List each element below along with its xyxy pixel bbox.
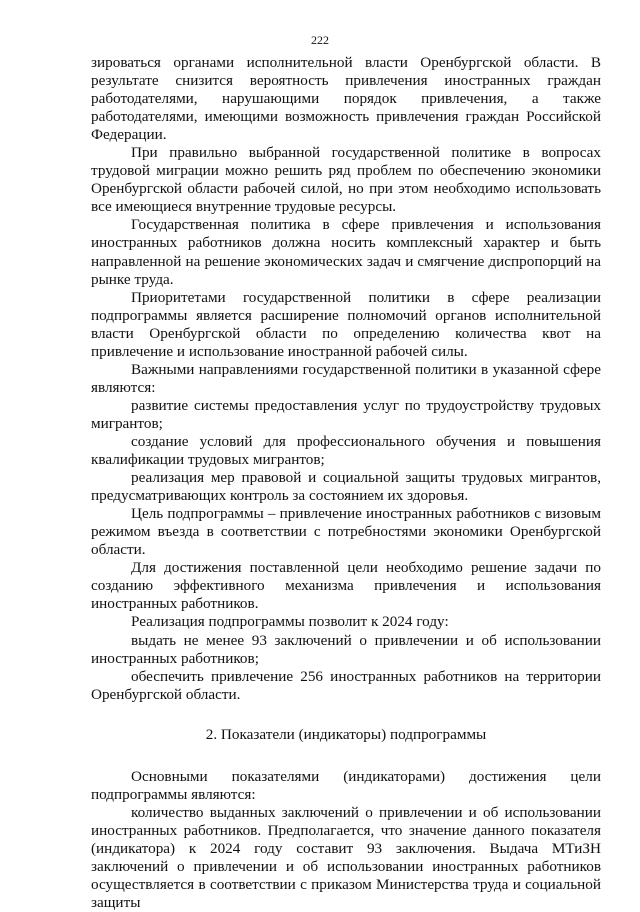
list-item: развитие системы предоставления услуг по трудоустройству трудовых мигрантов; <box>91 396 601 432</box>
list-item: обеспечить привлечение 256 иностранных работников на территории Оренбургской области. <box>91 667 601 703</box>
paragraph: При правильно выбранной государственной политике в вопросах трудовой миграции можно решить ряд проблем по обеспечению экономики Оренбургской области рабочей силой, но при этом необходимо использовать все имеющиеся внутренние трудовые ресурсы. <box>91 144 601 216</box>
list-item: создание условий для профессионального обучения и повышения квалификации трудовых мигрантов; <box>91 432 601 469</box>
paragraph: Для достижения поставленной цели необходимо решение задачи по созданию эффективного механизма привлечения и использования иностранных работников. <box>91 559 601 613</box>
section-heading: 2. Показатели (индикаторы) подпрограммы <box>205 725 487 743</box>
paragraph: Важными направлениями государственной политики в указанной сфере являются: <box>91 360 601 396</box>
list-item: реализация мер правовой и социальной защиты трудовых мигрантов, предусматривающих контроль за состоянием их здоровья. <box>91 469 601 505</box>
paragraph: количество выданных заключений о привлечении и об использовании иностранных работников. Предполагается, что значение данного показателя (индикатора) к 2024 году составит 93 заключения. Выдача МТиЗН заключений о привлечении и об использовании иностранных работников осуществляется в соответствии с приказом Министерства труда и социальной защиты <box>91 803 601 912</box>
paragraph: Государственная политика в сфере привлечения и использования иностранных работников должна носить комплексный характер и быть направленной на решение экономических задач и смягчение диспропорций на рынке труда. <box>91 216 601 288</box>
paragraph: Цель подпрограммы – привлечение иностранных работников с визовым режимом въезда в соответствии с потребностями экономики Оренбургской области. <box>91 505 601 559</box>
paragraph: зироваться органами исполнительной власти Оренбургской области. В результате снизится вероятность привлечения иностранных граждан работодателями, нарушающими порядок привлечения, а также работодателями, имеющими возможность привлечения граждан Российской Федерации. <box>91 54 601 144</box>
page-number: 222 <box>311 33 329 47</box>
paragraph: Реализация подпрограммы позволит к 2024 году: <box>131 613 449 631</box>
paragraph: Основными показателями (индикаторами) достижения цели подпрограммы являются: <box>91 767 601 803</box>
list-item: выдать не менее 93 заключений о привлечении и об использовании иностранных работников; <box>91 631 601 667</box>
paragraph: Приоритетами государственной политики в сфере реализации подпрограммы является расширение полномочий органов исполнительной власти Оренбургской области по определению количества квот на привлечение и использование иностранной рабочей силы. <box>91 288 601 360</box>
body-text <box>91 54 601 912</box>
